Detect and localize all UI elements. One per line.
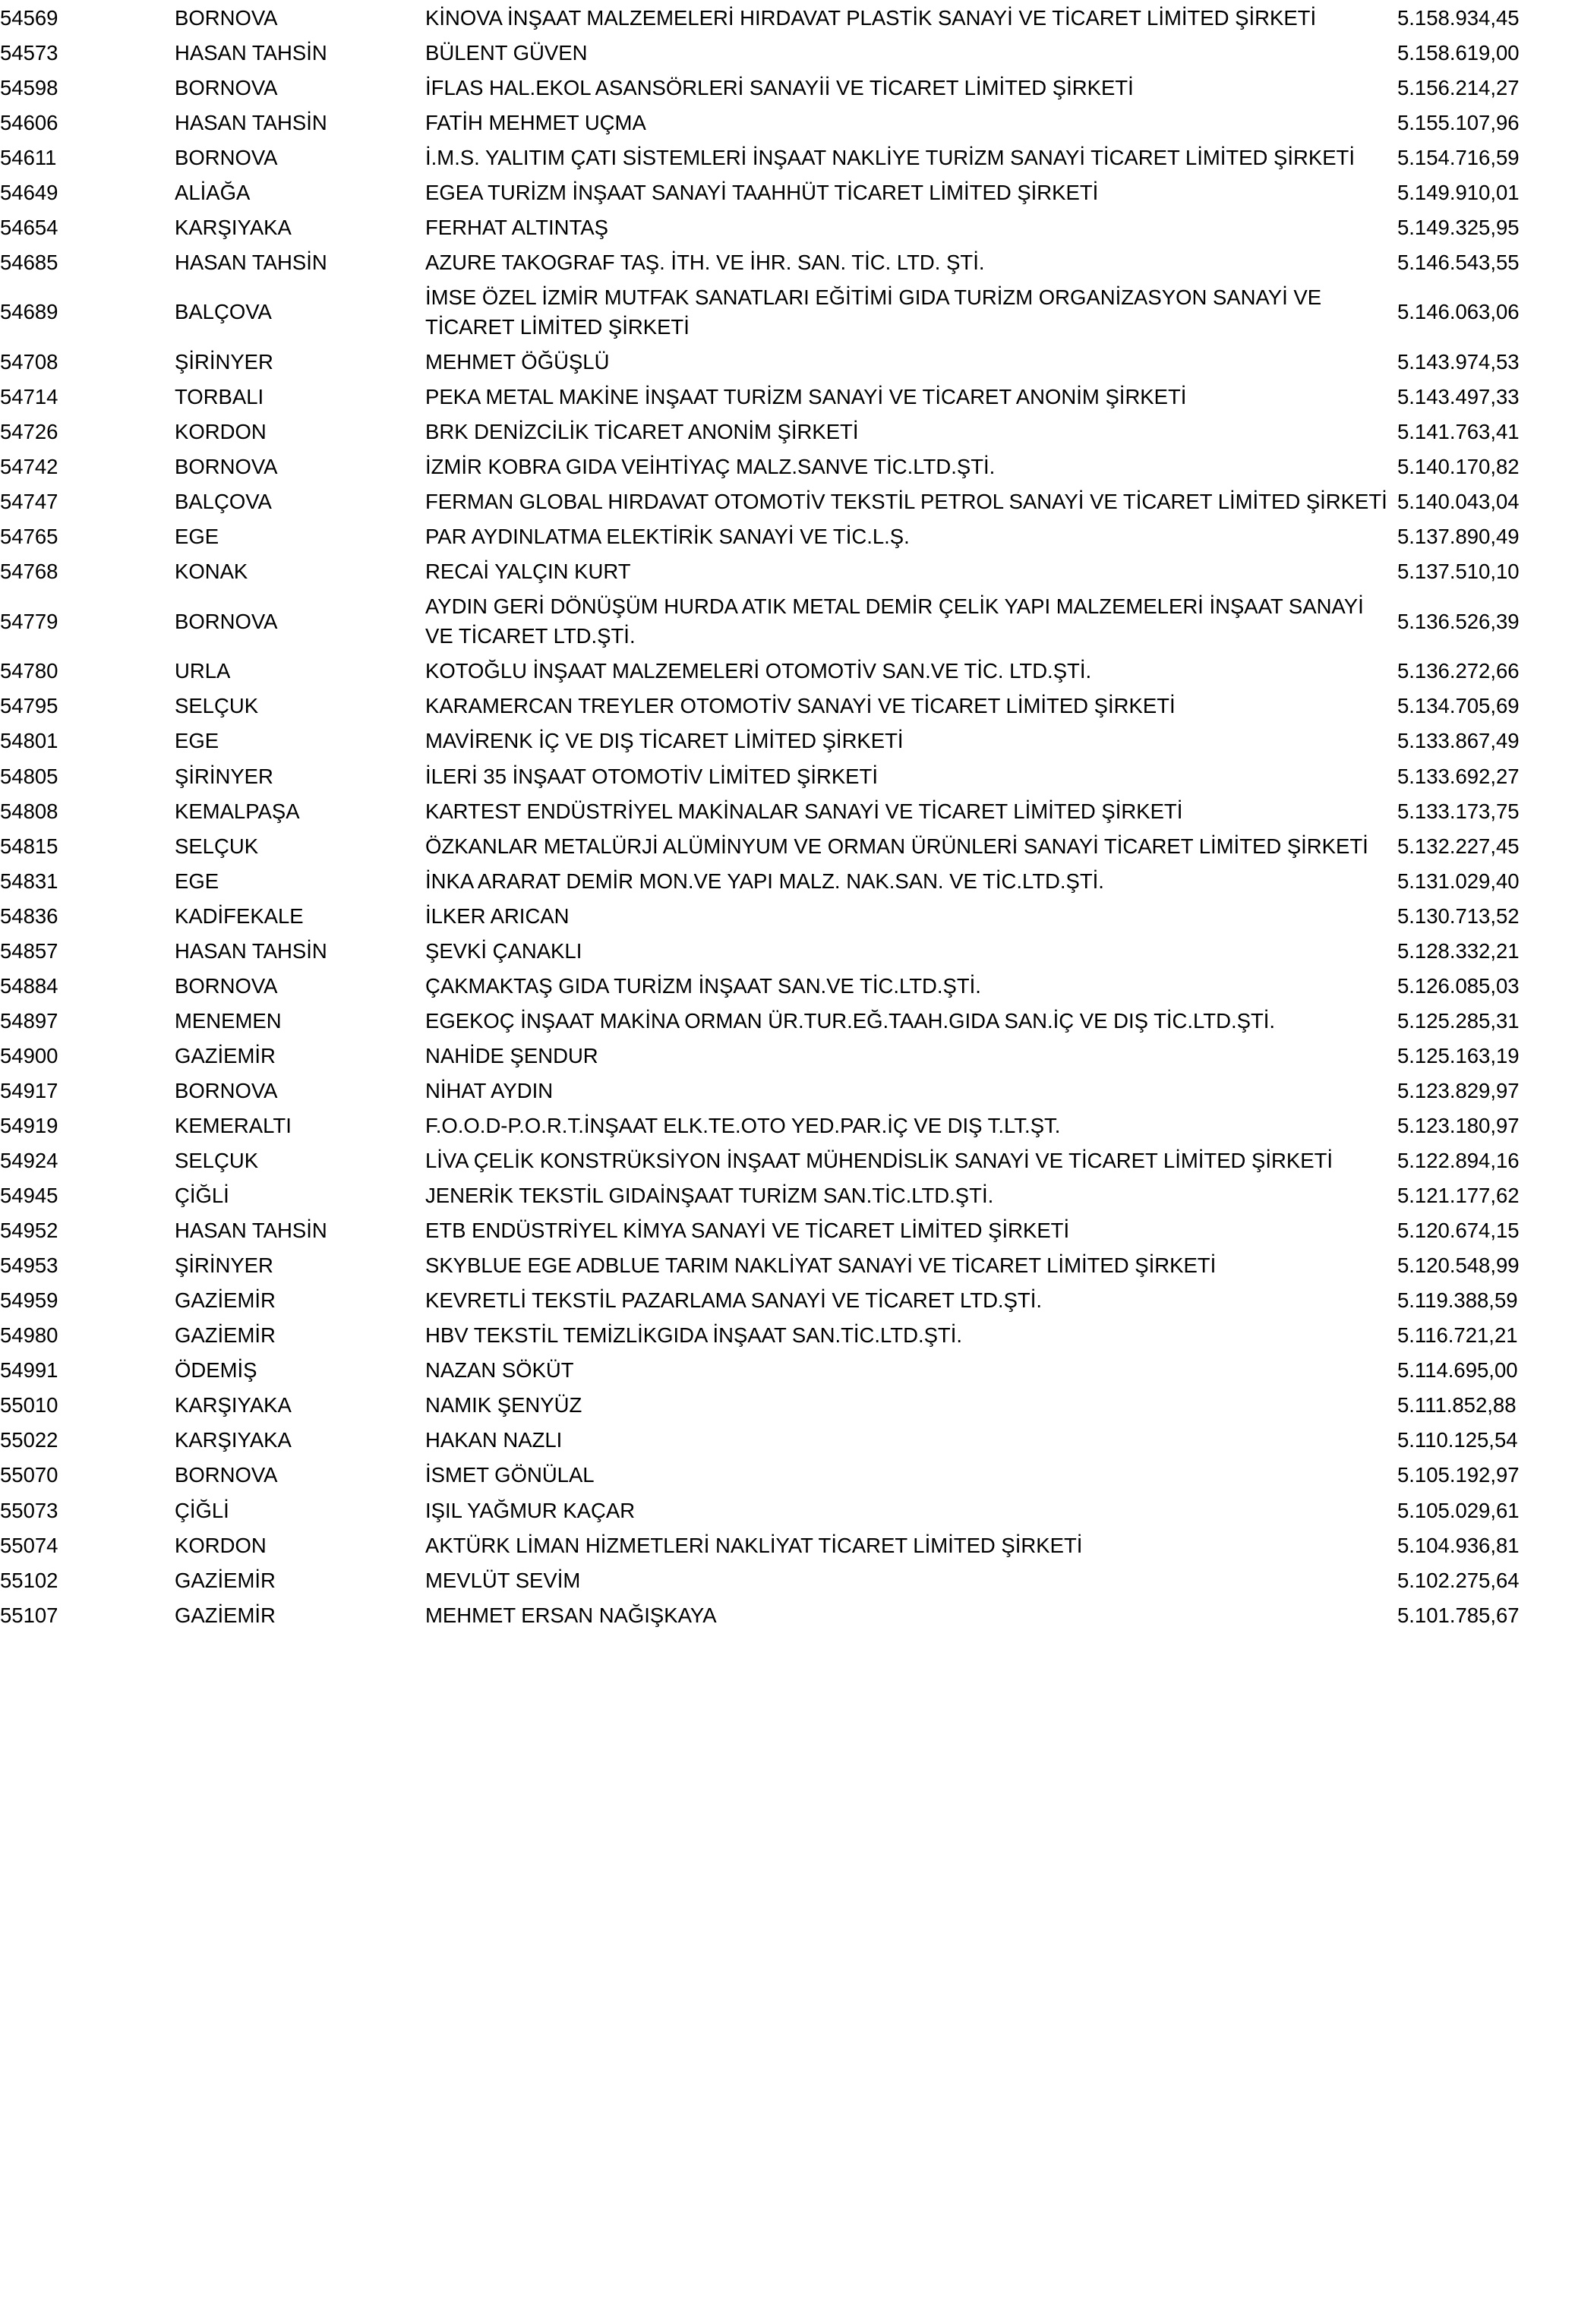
cell-sira-no: 55022 [0,1428,58,1452]
cell-mukellef-adi: NAHİDE ŞENDUR [425,1043,598,1067]
cell-sira-no: 54805 [0,764,58,788]
cell-borc-tutari: 5.137.510,10 [1397,560,1520,584]
cell-mukellef-adi: AZURE TAKOGRAF TAŞ. İTH. VE İHR. SAN. TİC. LTD. ŞTİ. [425,250,985,274]
table-row [0,1353,1575,1388]
cell-vergi-dairesi: KADİFEKALE [175,903,304,928]
cell-vergi-dairesi: MENEMEN [175,1008,282,1033]
table-row [0,968,1575,1003]
cell-sira-no: 54654 [0,215,58,239]
cell-spacer [84,898,175,933]
cell-borc-tutari: 5.146.063,06 [1397,300,1520,324]
cell-vergi-dairesi: KARŞIYAKA [175,1428,292,1452]
cell-borc-tutari: 5.121.177,62 [1397,1184,1520,1208]
cell-sira-no: 54991 [0,1358,58,1383]
cell-spacer [84,415,175,449]
cell-mukellef-adi: BÜLENT GÜVEN [425,40,588,65]
cell-sira-no: 54726 [0,420,58,444]
table-row [0,1528,1575,1562]
cell-spacer [84,1493,175,1528]
cell-sira-no: 54689 [0,300,58,324]
cell-mukellef-adi: ŞEVKİ ÇANAKLI [425,938,582,963]
cell-spacer [84,589,175,654]
cell-borc-tutari: 5.125.285,31 [1397,1008,1520,1033]
cell-spacer [84,654,175,689]
table-row [0,1597,1575,1632]
cell-sira-no: 54980 [0,1323,58,1348]
cell-mukellef-adi: ÖZKANLAR METALÜRJİ ALÜMİNYUM VE ORMAN ÜRÜNLERİ SANAYİ TİCARET LİMİTED ŞİRKETİ [425,834,1368,858]
table-row [0,1318,1575,1353]
cell-spacer [84,933,175,968]
cell-borc-tutari: 5.123.829,97 [1397,1078,1520,1102]
cell-borc-tutari: 5.110.125,54 [1397,1428,1518,1452]
cell-sira-no: 54953 [0,1253,58,1278]
cell-borc-tutari: 5.149.325,95 [1397,215,1520,239]
cell-vergi-dairesi: HASAN TAHSİN [175,40,327,65]
cell-spacer [84,793,175,828]
cell-vergi-dairesi: EGE [175,729,219,753]
cell-borc-tutari: 5.154.716,59 [1397,145,1520,169]
cell-mukellef-adi: MAVİRENK İÇ VE DIŞ TİCARET LİMİTED ŞİRKETİ [425,729,904,753]
cell-vergi-dairesi: HASAN TAHSİN [175,1219,327,1243]
cell-spacer [84,35,175,70]
cell-sira-no: 54765 [0,525,58,549]
cell-spacer [84,1213,175,1248]
cell-spacer [84,968,175,1003]
cell-mukellef-adi: İFLAS HAL.EKOL ASANSÖRLERİ SANAYİİ VE TİCARET LİMİTED ŞİRKETİ [425,75,1134,99]
cell-vergi-dairesi: ALİAĞA [175,180,251,204]
table-row [0,1493,1575,1528]
table-row [0,1248,1575,1283]
cell-vergi-dairesi: HASAN TAHSİN [175,250,327,274]
cell-borc-tutari: 5.122.894,16 [1397,1149,1520,1173]
cell-sira-no: 54897 [0,1008,58,1033]
cell-vergi-dairesi: ÇİĞLİ [175,1498,229,1522]
table-row [0,1143,1575,1178]
cell-mukellef-adi: İNKA ARARAT DEMİR MON.VE YAPI MALZ. NAK.SAN. VE TİC.LTD.ŞTİ. [425,869,1104,893]
cell-spacer [84,1388,175,1423]
cell-sira-no: 54857 [0,938,58,963]
table-row [0,1038,1575,1073]
table-row [0,689,1575,724]
cell-spacer [84,484,175,519]
cell-spacer [84,758,175,793]
table-row [0,828,1575,863]
cell-vergi-dairesi: ÖDEMİŞ [175,1358,257,1383]
cell-spacer [84,1353,175,1388]
cell-borc-tutari: 5.133.867,49 [1397,729,1520,753]
table-row [0,1562,1575,1597]
cell-spacer [84,1283,175,1318]
cell-vergi-dairesi: KARŞIYAKA [175,215,292,239]
cell-sira-no: 54795 [0,694,58,718]
cell-mukellef-adi: KOTOĞLU İNŞAAT MALZEMELERİ OTOMOTİV SAN.VE TİC. LTD.ŞTİ. [425,659,1092,683]
table-row [0,105,1575,140]
table-row [0,140,1575,175]
cell-sira-no: 54649 [0,180,58,204]
cell-mukellef-adi: RECAİ YALÇIN KURT [425,560,631,584]
cell-spacer [84,210,175,244]
cell-borc-tutari: 5.136.272,66 [1397,659,1520,683]
cell-mukellef-adi: EGEA TURİZM İNŞAAT SANAYİ TAAHHÜT TİCARET LİMİTED ŞİRKETİ [425,180,1099,204]
cell-mukellef-adi: MEVLÜT SEVİM [425,1568,581,1592]
cell-sira-no: 54742 [0,455,58,479]
cell-sira-no: 54780 [0,659,58,683]
cell-mukellef-adi: MEHMET ERSAN NAĞIŞKAYA [425,1603,717,1627]
cell-sira-no: 55070 [0,1463,58,1487]
cell-spacer [84,1318,175,1353]
cell-sira-no: 54573 [0,40,58,65]
cell-vergi-dairesi: BORNOVA [175,973,278,998]
cell-borc-tutari: 5.120.548,99 [1397,1253,1520,1278]
cell-sira-no: 54924 [0,1149,58,1173]
cell-borc-tutari: 5.141.763,41 [1397,420,1520,444]
cell-mukellef-adi: AYDIN GERİ DÖNÜŞÜM HURDA ATIK METAL DEMİR ÇELİK YAPI MALZEMELERİ İNŞAAT SANAYİ VE TİCARET LTD.ŞTİ. [425,594,1364,648]
cell-sira-no: 54831 [0,869,58,893]
cell-mukellef-adi: FERHAT ALTINTAŞ [425,215,608,239]
cell-sira-no: 55074 [0,1533,58,1557]
cell-spacer [84,519,175,554]
cell-spacer [84,1108,175,1143]
cell-borc-tutari: 5.114.695,00 [1397,1358,1518,1383]
cell-spacer [84,1003,175,1038]
cell-borc-tutari: 5.146.543,55 [1397,250,1520,274]
table-row [0,1108,1575,1143]
cell-vergi-dairesi: ŞİRİNYER [175,1253,273,1278]
cell-vergi-dairesi: BALÇOVA [175,490,272,514]
cell-vergi-dairesi: TORBALI [175,385,264,409]
cell-mukellef-adi: İMSE ÖZEL İZMİR MUTFAK SANATLARI EĞİTİMİ GIDA TURİZM ORGANİZASYON SANAYİ VE TİCARET LİMİTED ŞİRKETİ [425,285,1322,339]
cell-borc-tutari: 5.133.173,75 [1397,799,1520,823]
cell-mukellef-adi: F.O.O.D-P.O.R.T.İNŞAAT ELK.TE.OTO YED.PAR.İÇ VE DIŞ T.LT.ŞT. [425,1114,1061,1137]
cell-borc-tutari: 5.123.180,97 [1397,1114,1520,1137]
cell-mukellef-adi: ÇAKMAKTAŞ GIDA TURİZM İNŞAAT SAN.VE TİC.LTD.ŞTİ. [425,973,981,998]
table-row [0,70,1575,105]
table-row [0,793,1575,828]
cell-sira-no: 54900 [0,1043,58,1067]
table-row [0,449,1575,484]
table-row [0,1283,1575,1318]
cell-mukellef-adi: KEVRETLİ TEKSTİL PAZARLAMA SANAYİ VE TİCARET LTD.ŞTİ. [425,1288,1042,1313]
cell-borc-tutari: 5.105.192,97 [1397,1463,1520,1487]
table-row [0,175,1575,210]
cell-sira-no: 54714 [0,385,58,409]
cell-spacer [84,1178,175,1213]
cell-spacer [84,689,175,724]
cell-vergi-dairesi: EGE [175,525,219,549]
cell-vergi-dairesi: KORDON [175,1533,267,1557]
cell-vergi-dairesi: GAZİEMİR [175,1288,276,1313]
table-row [0,519,1575,554]
cell-sira-no: 54685 [0,250,58,274]
cell-sira-no: 55073 [0,1498,58,1522]
cell-vergi-dairesi: URLA [175,659,231,683]
cell-borc-tutari: 5.128.332,21 [1397,938,1520,963]
table-row [0,933,1575,968]
cell-vergi-dairesi: BORNOVA [175,609,278,633]
cell-vergi-dairesi: BORNOVA [175,1463,278,1487]
cell-vergi-dairesi: GAZİEMİR [175,1323,276,1348]
cell-spacer [84,244,175,279]
table-row [0,589,1575,654]
cell-spacer [84,1073,175,1108]
cell-borc-tutari: 5.143.974,53 [1397,349,1520,374]
cell-spacer [84,1528,175,1562]
cell-spacer [84,1038,175,1073]
cell-vergi-dairesi: KARŞIYAKA [175,1393,292,1417]
table-row [0,380,1575,415]
cell-spacer [84,863,175,898]
cell-borc-tutari: 5.134.705,69 [1397,694,1520,718]
table-row [0,758,1575,793]
table-row [0,724,1575,758]
cell-spacer [84,1423,175,1458]
cell-mukellef-adi: NAZAN SÖKÜT [425,1358,574,1383]
cell-borc-tutari: 5.111.852,88 [1397,1393,1517,1417]
cell-mukellef-adi: PEKA METAL MAKİNE İNŞAAT TURİZM SANAYİ VE TİCARET ANONİM ŞİRKETİ [425,385,1187,409]
cell-vergi-dairesi: KONAK [175,560,248,584]
cell-sira-no: 54917 [0,1078,58,1102]
cell-vergi-dairesi: SELÇUK [175,834,259,858]
cell-vergi-dairesi: ŞİRİNYER [175,764,273,788]
cell-spacer [84,1143,175,1178]
cell-spacer [84,0,175,35]
cell-sira-no: 54884 [0,973,58,998]
cell-mukellef-adi: HBV TEKSTİL TEMİZLİKGIDA İNŞAAT SAN.TİC.LTD.ŞTİ. [425,1323,963,1348]
cell-mukellef-adi: İLKER ARICAN [425,903,570,928]
cell-sira-no: 54768 [0,560,58,584]
cell-spacer [84,279,175,344]
cell-sira-no: 54959 [0,1288,58,1313]
cell-vergi-dairesi: GAZİEMİR [175,1603,276,1627]
cell-spacer [84,380,175,415]
cell-spacer [84,140,175,175]
cell-mukellef-adi: KİNOVA İNŞAAT MALZEMELERİ HIRDAVAT PLASTİK SANAYİ VE TİCARET LİMİTED ŞİRKETİ [425,5,1317,30]
cell-mukellef-adi: İLERİ 35 İNŞAAT OTOMOTİV LİMİTED ŞİRKETİ [425,764,878,788]
cell-borc-tutari: 5.143.497,33 [1397,385,1520,409]
cell-mukellef-adi: AKTÜRK LİMAN HİZMETLERİ NAKLİYAT TİCARET LİMİTED ŞİRKETİ [425,1533,1083,1557]
cell-vergi-dairesi: KORDON [175,420,267,444]
cell-borc-tutari: 5.137.890,49 [1397,525,1520,549]
table-row [0,344,1575,379]
table-row [0,1073,1575,1108]
cell-borc-tutari: 5.136.526,39 [1397,609,1520,633]
cell-sira-no: 54606 [0,110,58,134]
cell-mukellef-adi: FERMAN GLOBAL HIRDAVAT OTOMOTİV TEKSTİL PETROL SANAYİ VE TİCARET LİMİTED ŞİRKETİ [425,490,1387,514]
cell-sira-no: 54919 [0,1114,58,1137]
cell-sira-no: 54708 [0,349,58,374]
cell-mukellef-adi: FATİH MEHMET UÇMA [425,110,646,134]
cell-vergi-dairesi: BORNOVA [175,75,278,99]
cell-mukellef-adi: SKYBLUE EGE ADBLUE TARIM NAKLİYAT SANAYİ VE TİCARET LİMİTED ŞİRKETİ [425,1253,1217,1278]
cell-sira-no: 54945 [0,1184,58,1208]
cell-borc-tutari: 5.126.085,03 [1397,973,1520,998]
cell-sira-no: 54952 [0,1219,58,1243]
cell-vergi-dairesi: KEMERALTI [175,1114,292,1137]
cell-borc-tutari: 5.158.619,00 [1397,40,1520,65]
cell-mukellef-adi: İSMET GÖNÜLAL [425,1463,595,1487]
cell-sira-no: 54779 [0,609,58,633]
cell-vergi-dairesi: ÇİĞLİ [175,1184,229,1208]
cell-sira-no: 54808 [0,799,58,823]
cell-vergi-dairesi: SELÇUK [175,694,259,718]
cell-spacer [84,1248,175,1283]
cell-mukellef-adi: ETB ENDÜSTRİYEL KİMYA SANAYİ VE TİCARET LİMİTED ŞİRKETİ [425,1219,1070,1243]
cell-sira-no: 55107 [0,1603,58,1627]
cell-mukellef-adi: EGEKOÇ İNŞAAT MAKİNA ORMAN ÜR.TUR.EĞ.TAAH.GIDA SAN.İÇ VE DIŞ TİC.LTD.ŞTİ. [425,1008,1276,1033]
cell-mukellef-adi: HAKAN NAZLI [425,1428,563,1452]
cell-borc-tutari: 5.158.934,45 [1397,5,1520,30]
cell-mukellef-adi: NAMIK ŞENYÜZ [425,1393,582,1417]
cell-spacer [84,70,175,105]
cell-borc-tutari: 5.130.713,52 [1397,903,1520,928]
cell-spacer [84,105,175,140]
cell-vergi-dairesi: GAZİEMİR [175,1043,276,1067]
table-row [0,279,1575,344]
cell-sira-no: 54836 [0,903,58,928]
cell-mukellef-adi: JENERİK TEKSTİL GIDAİNŞAAT TURİZM SAN.TİC.LTD.ŞTİ. [425,1184,994,1208]
cell-vergi-dairesi: BORNOVA [175,5,278,30]
cell-vergi-dairesi: BORNOVA [175,455,278,479]
cell-borc-tutari: 5.102.275,64 [1397,1568,1520,1592]
table-row [0,1423,1575,1458]
cell-sira-no: 54815 [0,834,58,858]
cell-mukellef-adi: İ.M.S. YALITIM ÇATI SİSTEMLERİ İNŞAAT NAKLİYE TURİZM SANAYİ TİCARET LİMİTED ŞİRKETİ [425,145,1355,169]
table-row [0,210,1575,244]
cell-spacer [84,554,175,589]
cell-borc-tutari: 5.149.910,01 [1397,180,1520,204]
cell-borc-tutari: 5.120.674,15 [1397,1219,1520,1243]
cell-spacer [84,724,175,758]
cell-sira-no: 54611 [0,145,57,169]
cell-mukellef-adi: KARAMERCAN TREYLER OTOMOTİV SANAYİ VE TİCARET LİMİTED ŞİRKETİ [425,694,1176,718]
cell-vergi-dairesi: BORNOVA [175,1078,278,1102]
table-row [0,1388,1575,1423]
table-row [0,1178,1575,1213]
cell-sira-no: 54598 [0,75,58,99]
cell-spacer [84,175,175,210]
cell-mukellef-adi: PAR AYDINLATMA ELEKTİRİK SANAYİ VE TİC.L.Ş. [425,525,910,549]
cell-borc-tutari: 5.132.227,45 [1397,834,1520,858]
cell-vergi-dairesi: BORNOVA [175,145,278,169]
table-row [0,1458,1575,1493]
cell-borc-tutari: 5.133.692,27 [1397,764,1520,788]
cell-borc-tutari: 5.155.107,96 [1397,110,1520,134]
table-row [0,244,1575,279]
table-row [0,863,1575,898]
cell-sira-no: 54569 [0,5,58,30]
cell-sira-no: 55102 [0,1568,58,1592]
cell-mukellef-adi: İZMİR KOBRA GIDA VEİHTİYAÇ MALZ.SANVE TİC.LTD.ŞTİ. [425,455,996,479]
cell-spacer [84,1458,175,1493]
table-row [0,898,1575,933]
table-row [0,415,1575,449]
cell-vergi-dairesi: GAZİEMİR [175,1568,276,1592]
cell-sira-no: 54747 [0,490,58,514]
cell-spacer [84,344,175,379]
cell-mukellef-adi: KARTEST ENDÜSTRİYEL MAKİNALAR SANAYİ VE TİCARET LİMİTED ŞİRKETİ [425,799,1183,823]
cell-vergi-dairesi: KEMALPAŞA [175,799,300,823]
table-row [0,1003,1575,1038]
cell-borc-tutari: 5.140.043,04 [1397,490,1520,514]
cell-sira-no: 54801 [0,729,58,753]
cell-borc-tutari: 5.156.214,27 [1397,75,1520,99]
cell-mukellef-adi: MEHMET ÖĞÜŞLÜ [425,349,610,374]
cell-mukellef-adi: NİHAT AYDIN [425,1078,554,1102]
cell-mukellef-adi: BRK DENİZCİLİK TİCARET ANONİM ŞİRKETİ [425,420,859,444]
cell-vergi-dairesi: BALÇOVA [175,300,272,324]
cell-sira-no: 55010 [0,1393,58,1417]
table-row [0,654,1575,689]
table-row [0,484,1575,519]
cell-vergi-dairesi: HASAN TAHSİN [175,110,327,134]
cell-vergi-dairesi: SELÇUK [175,1149,259,1173]
cell-borc-tutari: 5.119.388,59 [1397,1288,1518,1313]
cell-mukellef-adi: IŞIL YAĞMUR KAÇAR [425,1498,636,1522]
cell-borc-tutari: 5.125.163,19 [1397,1043,1520,1067]
cell-spacer [84,449,175,484]
cell-vergi-dairesi: ŞİRİNYER [175,349,273,374]
cell-borc-tutari: 5.140.170,82 [1397,455,1520,479]
cell-spacer [84,1597,175,1632]
cell-vergi-dairesi: EGE [175,869,219,893]
table-row [0,554,1575,589]
table-row [0,35,1575,70]
cell-borc-tutari: 5.104.936,81 [1397,1533,1520,1557]
cell-vergi-dairesi: HASAN TAHSİN [175,938,327,963]
cell-borc-tutari: 5.105.029,61 [1397,1498,1520,1522]
cell-spacer [84,1562,175,1597]
cell-mukellef-adi: LİVA ÇELİK KONSTRÜKSİYON İNŞAAT MÜHENDİSLİK SANAYİ VE TİCARET LİMİTED ŞİRKETİ [425,1149,1334,1173]
cell-borc-tutari: 5.131.029,40 [1397,869,1520,893]
table-row [0,1213,1575,1248]
cell-borc-tutari: 5.101.785,67 [1397,1603,1520,1627]
table-row [0,0,1575,35]
cell-spacer [84,828,175,863]
cell-borc-tutari: 5.116.721,21 [1397,1323,1518,1348]
